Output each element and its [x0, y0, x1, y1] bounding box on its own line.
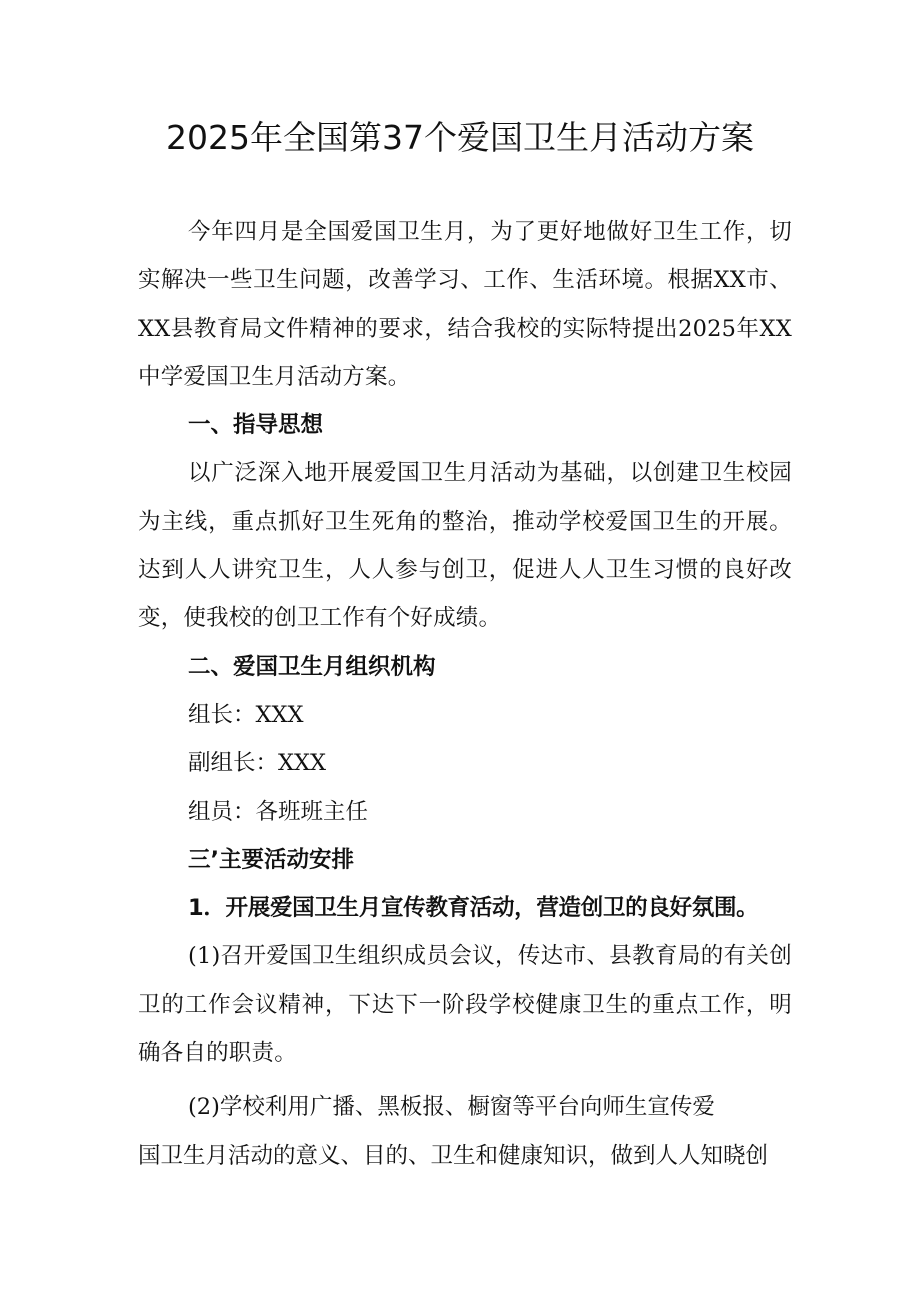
- document-body: [138, 208, 792, 1180]
- section-2-heading: 二、爱国卫生月组织机构: [188, 653, 436, 680]
- item-1-heading: 1．开展爱国卫生月宣传教育活动，营造创卫的良好氛围。: [188, 895, 759, 922]
- item-1-sub-2-line-1: (2)学校利用广播、黑板报、橱窗等平台向师生宣传爱: [188, 1094, 715, 1121]
- section-1-heading: 一、指导思想: [188, 412, 324, 439]
- org-leader: 组长：XXX: [188, 701, 304, 728]
- org-deputy-leader: 副组长：XXX: [188, 750, 327, 777]
- section-1-paragraph: 以广泛深入地开展爱国卫生月活动为基础，以创建卫生校园为主线，重点抓好卫生死角的整治，推动学校爱国卫生的开展。达到人人讲究卫生，人人参与创卫，促进人人卫生习惯的良好改变，使我校的创卫工作有个好成绩。: [138, 460, 792, 632]
- intro-paragraph: 今年四月是全国爱国卫生月，为了更好地做好卫生工作，切实解决一些卫生问题，改善学习、工作、生活环境。根据XX市、XX县教育局文件精神的要求，结合我校的实际特提出2025年XX中学爱国卫生月活动方案。: [138, 219, 792, 390]
- section-3-heading: 三’主要活动安排: [188, 846, 355, 873]
- item-1-sub-1: (1)召开爱国卫生组织成员会议，传达市、县教育局的有关创卫的工作会议精神，下达下一阶段学校健康卫生的重点工作，明确各自的职责。: [138, 943, 792, 1067]
- item-1-sub-2-line-2: 国卫生月活动的意义、目的、卫生和健康知识，做到人人知晓创: [138, 1142, 769, 1169]
- org-members: 组员：各班班主任: [188, 798, 369, 825]
- document-title: 2025年全国第37个爱国卫生月活动方案: [166, 118, 754, 157]
